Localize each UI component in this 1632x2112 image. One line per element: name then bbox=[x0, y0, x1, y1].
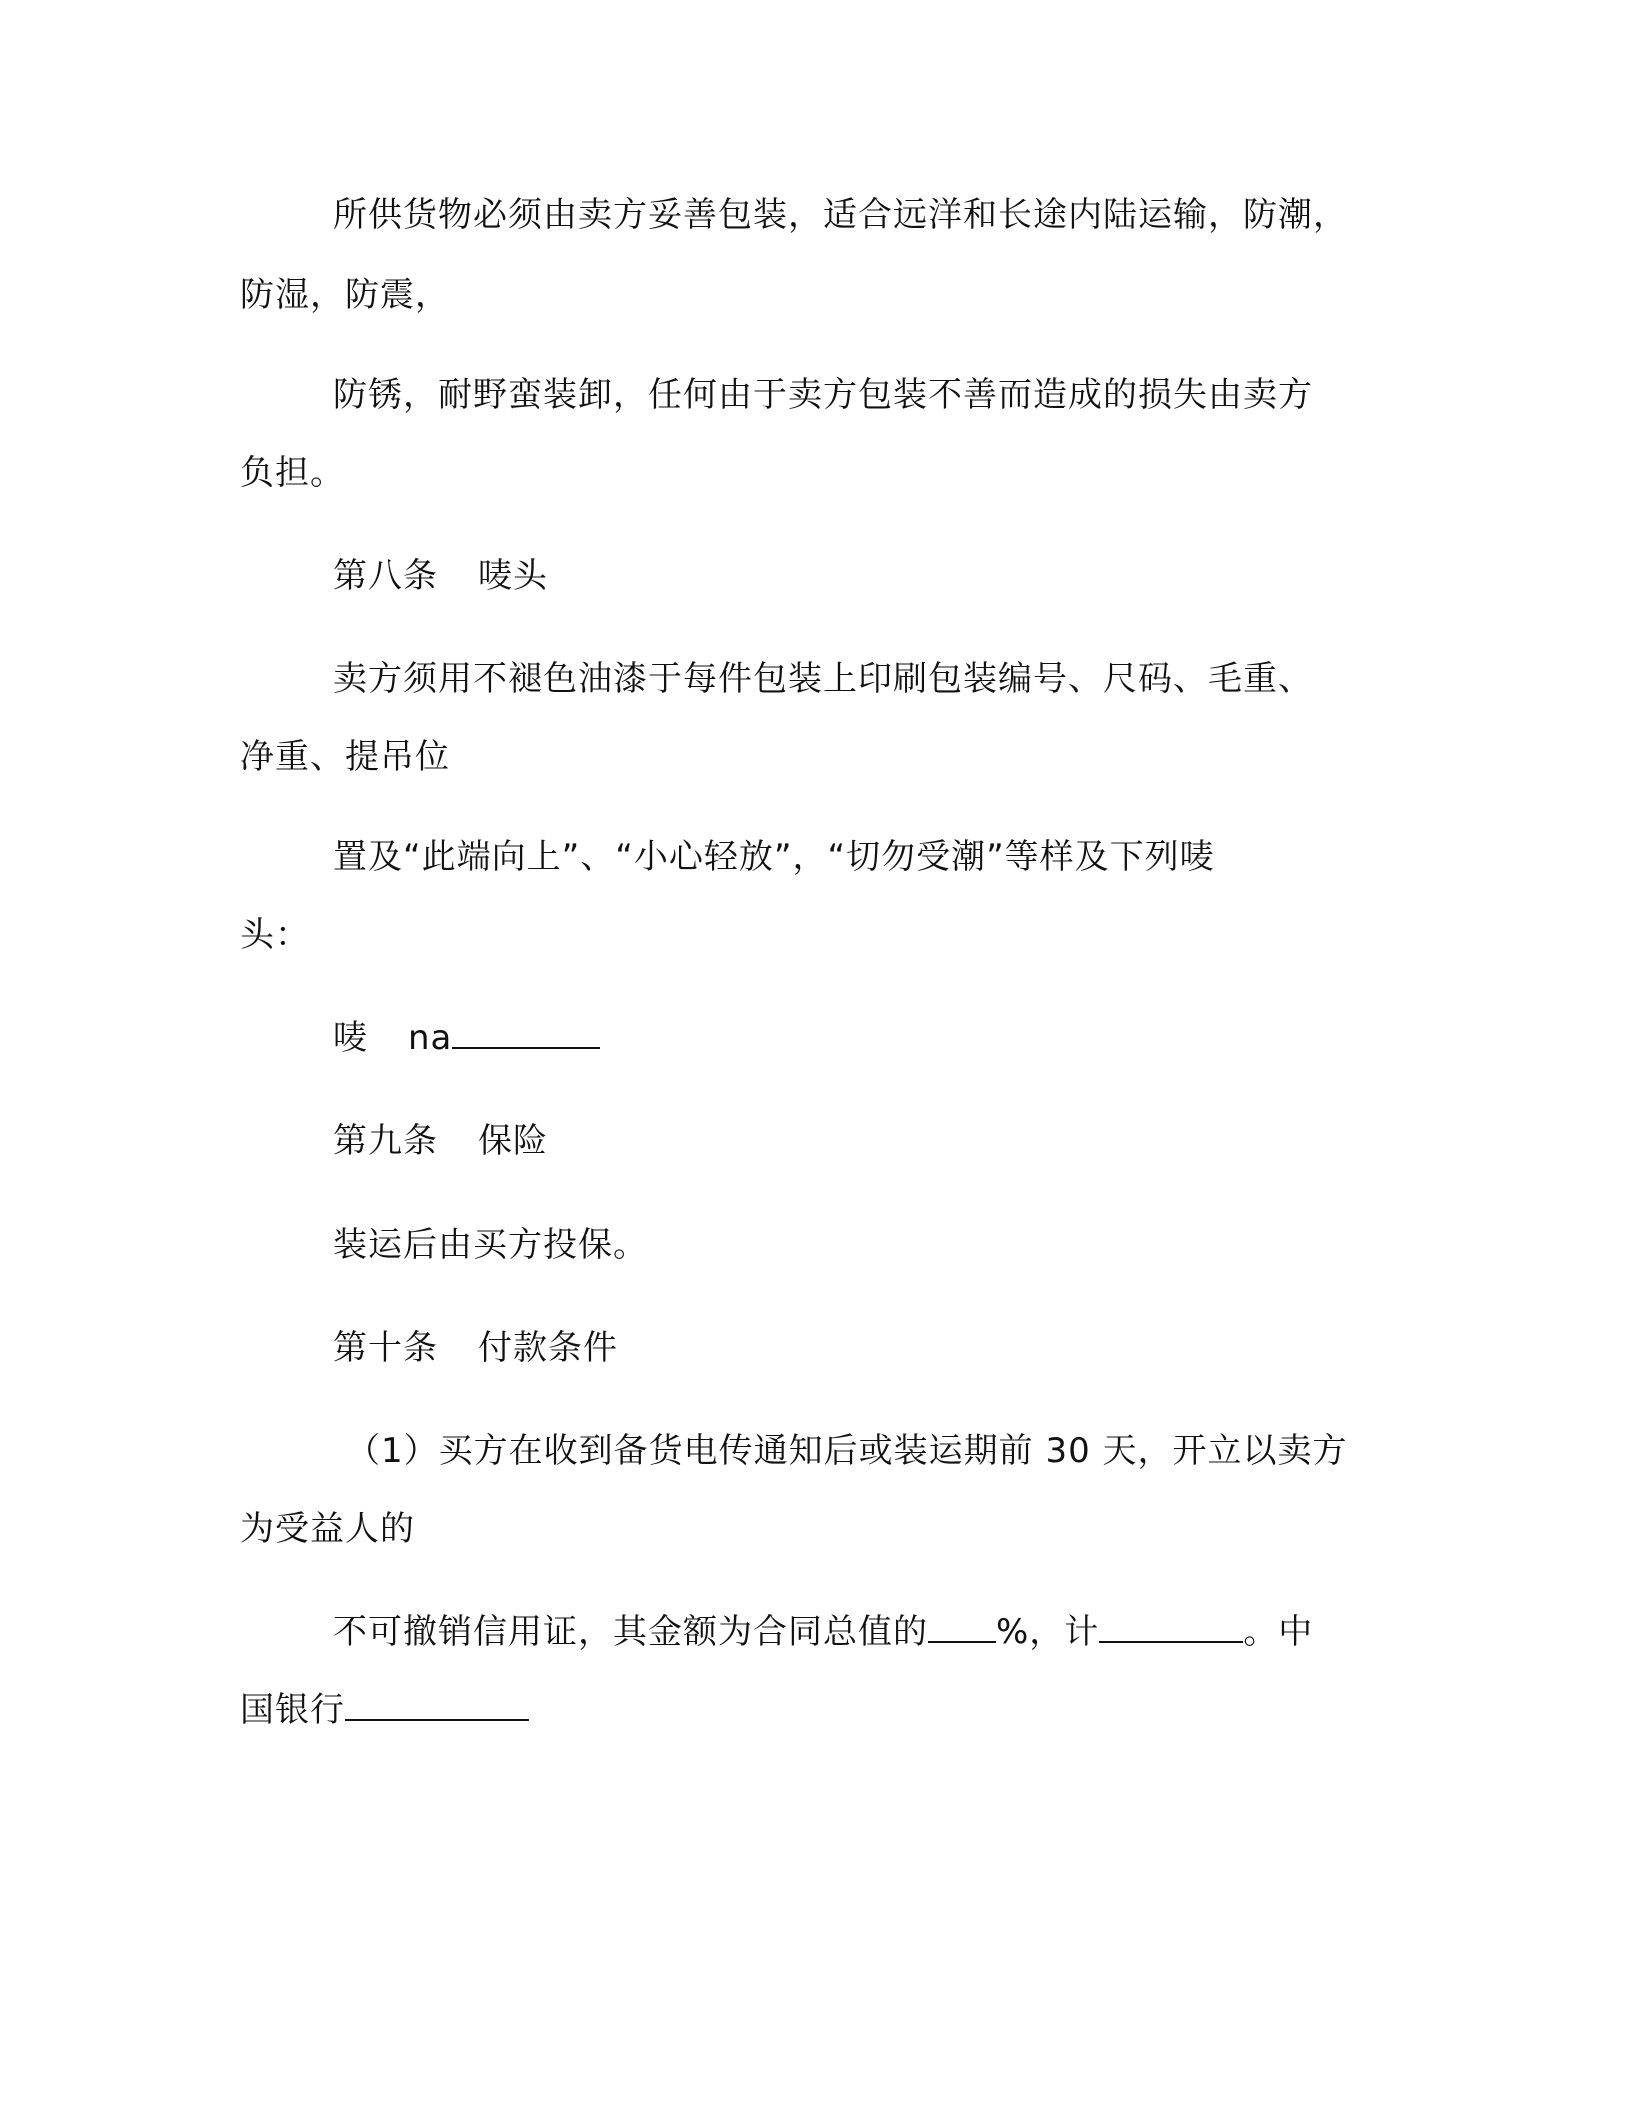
shipping-mark-label: 唛 bbox=[333, 1018, 368, 1058]
line-end-text: 。中 bbox=[1243, 1612, 1314, 1652]
bank-of-china-text: 国银行 bbox=[240, 1690, 345, 1730]
article-8-number: 第八条 bbox=[333, 556, 438, 596]
article-8-title: 唛头 bbox=[478, 556, 548, 596]
percent-sign-text: %，计 bbox=[996, 1612, 1100, 1652]
insurance-paragraph: 装运后由买方投保。 bbox=[333, 1225, 648, 1265]
letter-of-credit-text: 不可撤销信用证，其金额为合同总值的 bbox=[333, 1612, 928, 1652]
paragraph-packing-line-1: 所供货物必须由卖方妥善包装，适合远洋和长途内陆运输，防潮， bbox=[333, 195, 1348, 235]
paragraph-marks-line-2: 净重、提吊位 bbox=[240, 737, 450, 777]
paragraph-packing-line-3: 防锈，耐野蛮装卸，任何由于卖方包装不善而造成的损失由卖方 bbox=[333, 375, 1313, 415]
shipping-mark-line bbox=[333, 1015, 600, 1061]
payment-clause-line-4 bbox=[240, 1687, 529, 1733]
percentage-blank bbox=[928, 1611, 996, 1643]
shipping-mark-blank bbox=[452, 1017, 600, 1049]
article-10-number: 第十条 bbox=[333, 1328, 438, 1368]
paragraph-marks-line-3: 置及“此端向上”、“小心轻放”，“切勿受潮”等样及下列唛 bbox=[333, 837, 1215, 877]
paragraph-marks-line-4: 头： bbox=[240, 915, 310, 955]
article-9-title: 保险 bbox=[478, 1121, 548, 1161]
article-9-heading bbox=[333, 1118, 548, 1164]
payment-clause-line-1: （1）买方在收到备货电传通知后或装运期前 30 天，开立以卖方 bbox=[346, 1431, 1348, 1471]
paragraph-packing-line-2: 防湿，防震， bbox=[240, 275, 450, 315]
article-9-number: 第九条 bbox=[333, 1121, 438, 1161]
article-10-heading bbox=[333, 1325, 618, 1371]
payment-clause-line-2: 为受益人的 bbox=[240, 1509, 415, 1549]
bank-blank bbox=[345, 1689, 529, 1721]
amount-blank bbox=[1099, 1611, 1243, 1643]
paragraph-marks-line-1: 卖方须用不褪色油漆于每件包装上印刷包装编号、尺码、毛重、 bbox=[333, 659, 1313, 699]
article-8-heading bbox=[333, 553, 548, 599]
payment-clause-line-3 bbox=[333, 1609, 1313, 1655]
paragraph-packing-line-4: 负担。 bbox=[240, 453, 345, 493]
shipping-mark-value: na bbox=[408, 1018, 453, 1058]
article-10-title: 付款条件 bbox=[478, 1328, 618, 1368]
